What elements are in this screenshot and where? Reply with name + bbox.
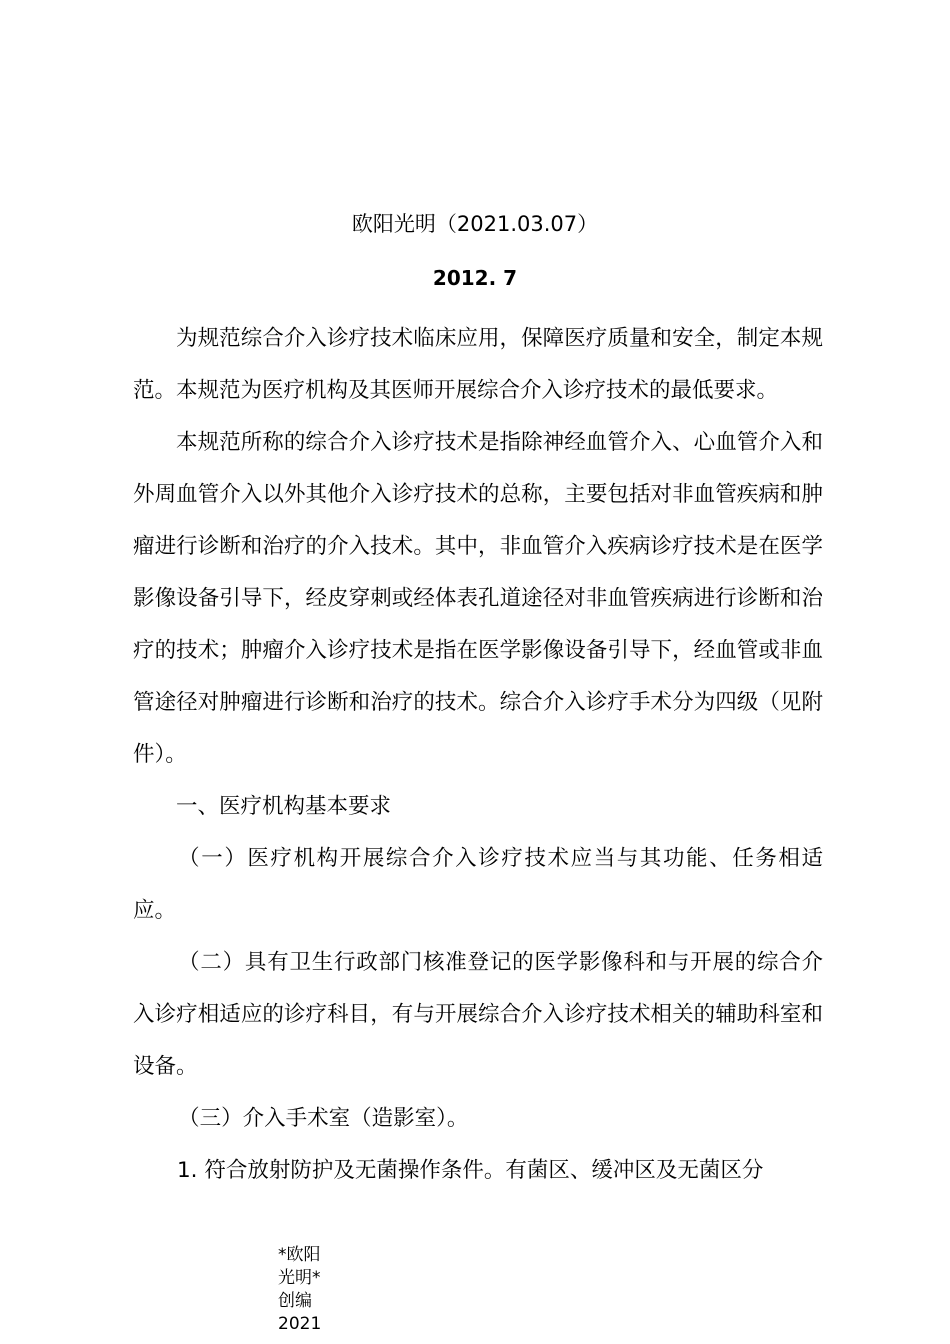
list-item-3: （三）介入手术室（造影室）。	[178, 1106, 469, 1131]
list-item-2: （二）具有卫生行政部门核准登记的医学影像科和与开展的综合介入诊疗相适应的诊疗科目，有与开展综合介入诊疗技术相关的辅助科室和设备。	[133, 950, 823, 1079]
paragraph-definition: 本规范所称的综合介入诊疗技术是指除神经血管介入、心血管介入和外周血管介入以外其他介入诊疗技术的总称，主要包括对非血管疾病和肿瘤进行诊断和治疗的介入技术。其中，非血管介入疾病诊疗技术是在医学影像设备引导下，经皮穿刺或经体表孔道途径对非血管疾病进行诊断和治疗的技术；肿瘤介入诊疗技术是指在医学影像设备引导下，经血管或非血管途径对肿瘤进行诊断和治疗的技术。综合介入诊疗手术分为四级（见附件）。	[133, 430, 823, 767]
paragraph-purpose: 为规范综合介入诊疗技术临床应用，保障医疗质量和安全，制定本规范。本规范为医疗机构及其医师开展综合介入诊疗技术的最低要求。	[133, 326, 823, 403]
date-line: 2012. 7	[432, 266, 518, 290]
author-line: 欧阳光明（2021.03.07）	[351, 212, 599, 236]
list-item-3-1: 1. 符合放射防护及无菌操作条件。有菌区、缓冲区及无菌区分	[177, 1158, 764, 1183]
section-heading-institution: 一、医疗机构基本要求	[176, 794, 392, 819]
list-item-1: （一）医疗机构开展综合介入诊疗技术应当与其功能、任务相适应。	[133, 846, 823, 923]
footer-stamp: *欧阳光明*创编 2021	[278, 1245, 322, 1334]
document-body	[133, 313, 823, 1197]
